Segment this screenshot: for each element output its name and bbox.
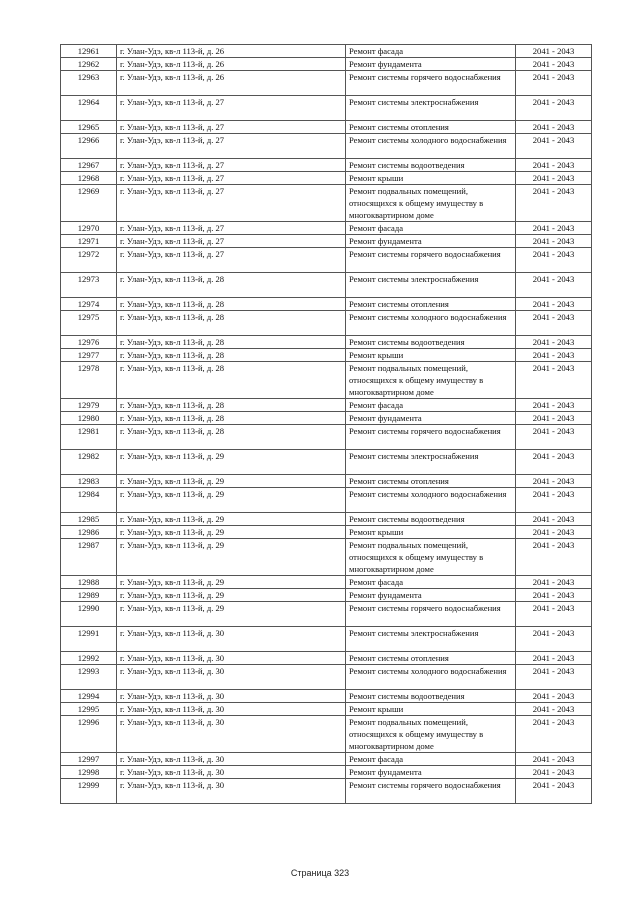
row-number-cell: 12974 [61,298,117,311]
row-number-cell: 12990 [61,602,117,627]
address-cell: г. Улан-Удэ, кв-л 113-й, д. 27 [117,159,346,172]
work-type-cell: Ремонт системы водоотведения [346,690,516,703]
period-cell: 2041 - 2043 [516,716,592,753]
period-cell: 2041 - 2043 [516,58,592,71]
row-number-cell: 12970 [61,222,117,235]
row-number-cell: 12961 [61,45,117,58]
row-number-cell: 12996 [61,716,117,753]
period-cell: 2041 - 2043 [516,235,592,248]
address-cell: г. Улан-Удэ, кв-л 113-й, д. 29 [117,539,346,576]
address-cell: г. Улан-Удэ, кв-л 113-й, д. 26 [117,58,346,71]
period-cell: 2041 - 2043 [516,589,592,602]
period-cell: 2041 - 2043 [516,298,592,311]
work-type-cell: Ремонт системы электроснабжения [346,96,516,121]
table-row [61,665,592,690]
row-number-cell: 12983 [61,475,117,488]
row-number-cell: 12980 [61,412,117,425]
address-cell: г. Улан-Удэ, кв-л 113-й, д. 30 [117,753,346,766]
address-cell: г. Улан-Удэ, кв-л 113-й, д. 27 [117,222,346,235]
address-cell: г. Улан-Удэ, кв-л 113-й, д. 27 [117,235,346,248]
period-cell: 2041 - 2043 [516,362,592,399]
work-type-cell: Ремонт системы отопления [346,298,516,311]
work-type-cell: Ремонт системы горячего водоснабжения [346,779,516,804]
address-cell: г. Улан-Удэ, кв-л 113-й, д. 30 [117,652,346,665]
row-number-cell: 12981 [61,425,117,450]
period-cell: 2041 - 2043 [516,121,592,134]
period-cell: 2041 - 2043 [516,766,592,779]
row-number-cell: 12985 [61,513,117,526]
period-cell: 2041 - 2043 [516,602,592,627]
table-row [61,349,592,362]
period-cell: 2041 - 2043 [516,425,592,450]
table-row [61,425,592,450]
table-row [61,235,592,248]
row-number-cell: 12964 [61,96,117,121]
table-row [61,690,592,703]
table-row [61,273,592,298]
address-cell: г. Улан-Удэ, кв-л 113-й, д. 30 [117,766,346,779]
table-row [61,399,592,412]
row-number-cell: 12976 [61,336,117,349]
row-number-cell: 12967 [61,159,117,172]
address-cell: г. Улан-Удэ, кв-л 113-й, д. 29 [117,450,346,475]
work-type-cell: Ремонт системы водоотведения [346,513,516,526]
table-row [61,576,592,589]
work-type-cell: Ремонт системы горячего водоснабжения [346,602,516,627]
table-row [61,627,592,652]
period-cell: 2041 - 2043 [516,576,592,589]
address-cell: г. Улан-Удэ, кв-л 113-й, д. 30 [117,703,346,716]
period-cell: 2041 - 2043 [516,690,592,703]
period-cell: 2041 - 2043 [516,665,592,690]
period-cell: 2041 - 2043 [516,412,592,425]
address-cell: г. Улан-Удэ, кв-л 113-й, д. 29 [117,488,346,513]
period-cell: 2041 - 2043 [516,627,592,652]
row-number-cell: 12998 [61,766,117,779]
work-type-cell: Ремонт системы холодного водоснабжения [346,311,516,336]
row-number-cell: 12987 [61,539,117,576]
address-cell: г. Улан-Удэ, кв-л 113-й, д. 29 [117,589,346,602]
address-cell: г. Улан-Удэ, кв-л 113-й, д. 28 [117,362,346,399]
work-type-cell: Ремонт фасада [346,222,516,235]
table-row [61,298,592,311]
work-type-cell: Ремонт системы горячего водоснабжения [346,425,516,450]
row-number-cell: 12982 [61,450,117,475]
work-type-cell: Ремонт крыши [346,172,516,185]
page-number: Страница 323 [290,868,350,878]
period-cell: 2041 - 2043 [516,159,592,172]
table-row [61,589,592,602]
row-number-cell: 12995 [61,703,117,716]
table-row [61,222,592,235]
table-row [61,766,592,779]
table-row [61,311,592,336]
period-cell: 2041 - 2043 [516,349,592,362]
work-type-cell: Ремонт крыши [346,703,516,716]
address-cell: г. Улан-Удэ, кв-л 113-й, д. 28 [117,425,346,450]
period-cell: 2041 - 2043 [516,336,592,349]
work-type-cell: Ремонт крыши [346,349,516,362]
row-number-cell: 12972 [61,248,117,273]
row-number-cell: 12988 [61,576,117,589]
table-row [61,488,592,513]
period-cell: 2041 - 2043 [516,248,592,273]
address-cell: г. Улан-Удэ, кв-л 113-й, д. 27 [117,134,346,159]
work-type-cell: Ремонт фасада [346,399,516,412]
period-cell: 2041 - 2043 [516,399,592,412]
period-cell: 2041 - 2043 [516,172,592,185]
table-row [61,159,592,172]
row-number-cell: 12965 [61,121,117,134]
address-cell: г. Улан-Удэ, кв-л 113-й, д. 29 [117,602,346,627]
row-number-cell: 12966 [61,134,117,159]
work-type-cell: Ремонт фундамента [346,235,516,248]
table-row [61,753,592,766]
row-number-cell: 12979 [61,399,117,412]
work-type-cell: Ремонт системы холодного водоснабжения [346,488,516,513]
table-row [61,121,592,134]
table-row [61,513,592,526]
row-number-cell: 12969 [61,185,117,222]
table-row [61,362,592,399]
work-type-cell: Ремонт крыши [346,526,516,539]
row-number-cell: 12984 [61,488,117,513]
table-row [61,71,592,96]
table-row [61,716,592,753]
address-cell: г. Улан-Удэ, кв-л 113-й, д. 27 [117,96,346,121]
work-type-cell: Ремонт подвальных помещений, относящихся к общему имуществу в многоквартирном доме [346,716,516,753]
table-row [61,58,592,71]
address-cell: г. Улан-Удэ, кв-л 113-й, д. 28 [117,311,346,336]
table-row [61,185,592,222]
table-row [61,412,592,425]
address-cell: г. Улан-Удэ, кв-л 113-й, д. 28 [117,336,346,349]
work-type-cell: Ремонт системы отопления [346,652,516,665]
work-type-cell: Ремонт системы холодного водоснабжения [346,134,516,159]
work-type-cell: Ремонт фасада [346,753,516,766]
table-row [61,336,592,349]
work-type-cell: Ремонт фундамента [346,766,516,779]
work-type-cell: Ремонт подвальных помещений, относящихся к общему имуществу в многоквартирном доме [346,362,516,399]
row-number-cell: 12975 [61,311,117,336]
row-number-cell: 12963 [61,71,117,96]
row-number-cell: 12991 [61,627,117,652]
work-type-cell: Ремонт системы водоотведения [346,336,516,349]
address-cell: г. Улан-Удэ, кв-л 113-й, д. 28 [117,298,346,311]
address-cell: г. Улан-Удэ, кв-л 113-й, д. 29 [117,576,346,589]
address-cell: г. Улан-Удэ, кв-л 113-й, д. 28 [117,273,346,298]
period-cell: 2041 - 2043 [516,273,592,298]
address-cell: г. Улан-Удэ, кв-л 113-й, д. 27 [117,121,346,134]
period-cell: 2041 - 2043 [516,185,592,222]
works-table-body [61,45,592,804]
row-number-cell: 12962 [61,58,117,71]
address-cell: г. Улан-Удэ, кв-л 113-й, д. 28 [117,399,346,412]
row-number-cell: 12994 [61,690,117,703]
work-type-cell: Ремонт системы холодного водоснабжения [346,665,516,690]
period-cell: 2041 - 2043 [516,526,592,539]
period-cell: 2041 - 2043 [516,513,592,526]
work-type-cell: Ремонт фундамента [346,589,516,602]
work-type-cell: Ремонт системы отопления [346,475,516,488]
table-row [61,134,592,159]
period-cell: 2041 - 2043 [516,488,592,513]
address-cell: г. Улан-Удэ, кв-л 113-й, д. 26 [117,71,346,96]
table-row [61,703,592,716]
address-cell: г. Улан-Удэ, кв-л 113-й, д. 26 [117,45,346,58]
period-cell: 2041 - 2043 [516,71,592,96]
work-type-cell: Ремонт системы электроснабжения [346,450,516,475]
address-cell: г. Улан-Удэ, кв-л 113-й, д. 30 [117,690,346,703]
address-cell: г. Улан-Удэ, кв-л 113-й, д. 27 [117,248,346,273]
table-row [61,602,592,627]
row-number-cell: 12978 [61,362,117,399]
period-cell: 2041 - 2043 [516,222,592,235]
period-cell: 2041 - 2043 [516,475,592,488]
address-cell: г. Улан-Удэ, кв-л 113-й, д. 27 [117,185,346,222]
table-row [61,45,592,58]
table-row [61,779,592,804]
row-number-cell: 12968 [61,172,117,185]
period-cell: 2041 - 2043 [516,652,592,665]
address-cell: г. Улан-Удэ, кв-л 113-й, д. 30 [117,779,346,804]
row-number-cell: 12986 [61,526,117,539]
period-cell: 2041 - 2043 [516,539,592,576]
row-number-cell: 12992 [61,652,117,665]
table-row [61,475,592,488]
period-cell: 2041 - 2043 [516,311,592,336]
work-type-cell: Ремонт системы горячего водоснабжения [346,71,516,96]
work-type-cell: Ремонт системы электроснабжения [346,627,516,652]
row-number-cell: 12993 [61,665,117,690]
row-number-cell: 12999 [61,779,117,804]
work-type-cell: Ремонт фасада [346,576,516,589]
period-cell: 2041 - 2043 [516,96,592,121]
address-cell: г. Улан-Удэ, кв-л 113-й, д. 30 [117,627,346,652]
row-number-cell: 12977 [61,349,117,362]
work-type-cell: Ремонт системы электроснабжения [346,273,516,298]
address-cell: г. Улан-Удэ, кв-л 113-й, д. 28 [117,412,346,425]
address-cell: г. Улан-Удэ, кв-л 113-й, д. 30 [117,716,346,753]
works-table [60,44,592,804]
table-row [61,539,592,576]
period-cell: 2041 - 2043 [516,703,592,716]
address-cell: г. Улан-Удэ, кв-л 113-й, д. 27 [117,172,346,185]
address-cell: г. Улан-Удэ, кв-л 113-й, д. 29 [117,513,346,526]
work-type-cell: Ремонт системы водоотведения [346,159,516,172]
work-type-cell: Ремонт фасада [346,45,516,58]
work-type-cell: Ремонт подвальных помещений, относящихся к общему имуществу в многоквартирном доме [346,185,516,222]
address-cell: г. Улан-Удэ, кв-л 113-й, д. 29 [117,526,346,539]
row-number-cell: 12971 [61,235,117,248]
work-type-cell: Ремонт фундамента [346,58,516,71]
period-cell: 2041 - 2043 [516,753,592,766]
address-cell: г. Улан-Удэ, кв-л 113-й, д. 29 [117,475,346,488]
period-cell: 2041 - 2043 [516,134,592,159]
table-row [61,526,592,539]
work-type-cell: Ремонт системы горячего водоснабжения [346,248,516,273]
table-row [61,96,592,121]
table-row [61,172,592,185]
work-type-cell: Ремонт фундамента [346,412,516,425]
address-cell: г. Улан-Удэ, кв-л 113-й, д. 30 [117,665,346,690]
row-number-cell: 12973 [61,273,117,298]
row-number-cell: 12989 [61,589,117,602]
work-type-cell: Ремонт подвальных помещений, относящихся к общему имуществу в многоквартирном доме [346,539,516,576]
address-cell: г. Улан-Удэ, кв-л 113-й, д. 28 [117,349,346,362]
table-row [61,652,592,665]
row-number-cell: 12997 [61,753,117,766]
period-cell: 2041 - 2043 [516,779,592,804]
work-type-cell: Ремонт системы отопления [346,121,516,134]
table-row [61,248,592,273]
period-cell: 2041 - 2043 [516,45,592,58]
table-row [61,450,592,475]
period-cell: 2041 - 2043 [516,450,592,475]
